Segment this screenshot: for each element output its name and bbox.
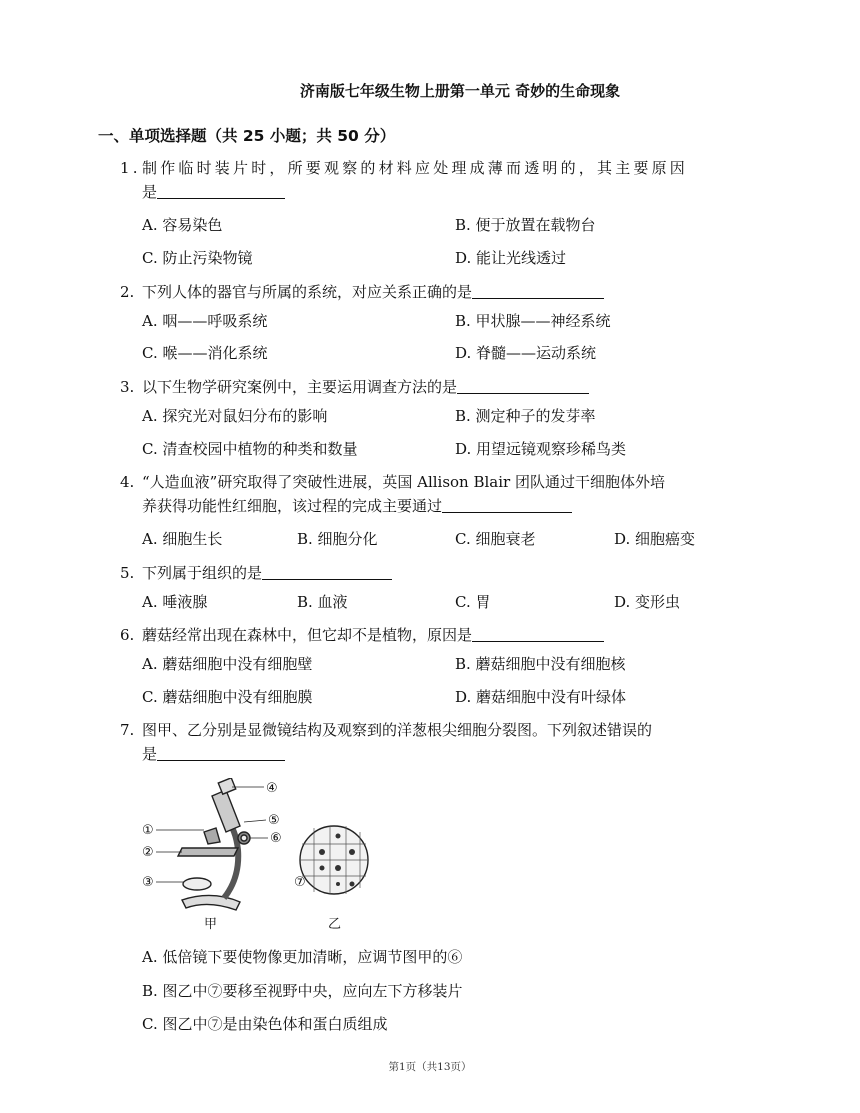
- question-1: [120, 156, 760, 204]
- question-text: 是: [142, 183, 158, 201]
- option-a[interactable]: A. 探究光对鼠妇分布的影响: [142, 407, 328, 425]
- figure-caption-right: 乙: [328, 917, 342, 932]
- microscope-fine-knob: [241, 835, 247, 841]
- answer-blank[interactable]: [457, 377, 589, 394]
- microscope-base: [182, 895, 240, 910]
- microscope-mirror: [183, 878, 211, 890]
- option-b[interactable]: B. 细胞分化: [297, 530, 378, 548]
- microscope-tube: [212, 790, 240, 832]
- question-2: [120, 280, 604, 304]
- option-d[interactable]: D. 变形虫: [614, 593, 681, 611]
- page-title: 济南版七年级生物上册第一单元 奇妙的生命现象: [299, 82, 621, 100]
- option-a[interactable]: A. 容易染色: [142, 216, 223, 234]
- option-c[interactable]: C. 细胞衰老: [455, 530, 536, 548]
- question-7-line1: [120, 718, 760, 742]
- answer-blank[interactable]: [157, 182, 285, 199]
- microscope-stage: [178, 848, 238, 856]
- question-number: 2.: [120, 283, 135, 301]
- option-b[interactable]: B. 血液: [297, 593, 348, 611]
- question-number: 6.: [120, 626, 135, 644]
- option-c[interactable]: C. 防止污染物镜: [142, 249, 253, 267]
- option-a[interactable]: A. 蘑菇细胞中没有细胞壁: [142, 655, 313, 673]
- question-5: [120, 561, 392, 585]
- option-b[interactable]: B. 便于放置在载物台: [455, 216, 596, 234]
- question-text: 是: [142, 745, 158, 763]
- option-b[interactable]: B. 图乙中⑦要移至视野中央，应向左下方移装片: [142, 982, 463, 1000]
- question-text: 养获得功能性红细胞，该过程的完成主要通过: [142, 497, 443, 515]
- section-heading: 一、单项选择题（共 25 小题；共 50 分）: [98, 127, 396, 145]
- option-c[interactable]: C. 喉——消化系统: [142, 344, 268, 362]
- option-c[interactable]: C. 清查校园中植物的种类和数量: [142, 440, 358, 458]
- answer-blank[interactable]: [442, 496, 572, 513]
- question-1-line2: [120, 180, 760, 204]
- question-text: 以下生物学研究案例中，主要运用调查方法的是: [142, 378, 458, 396]
- question-7: [120, 718, 760, 766]
- option-d[interactable]: D. 用望远镜观察珍稀鸟类: [455, 440, 627, 458]
- figure-label-3: ③: [142, 875, 154, 890]
- option-c[interactable]: C. 蘑菇细胞中没有细胞膜: [142, 688, 313, 706]
- option-d[interactable]: D. 细胞癌变: [614, 530, 696, 548]
- question-text: 下列属于组织的是: [142, 564, 263, 582]
- microscope-objective: [204, 828, 220, 844]
- figure-label-6: ⑥: [270, 831, 282, 846]
- question-4: [120, 470, 760, 518]
- option-d[interactable]: D. 能让光线透过: [455, 249, 567, 267]
- answer-blank[interactable]: [262, 563, 392, 580]
- question-text: 蘑菇经常出现在森林中，但它却不是植物，原因是: [142, 626, 473, 644]
- option-a[interactable]: A. 咽——呼吸系统: [142, 312, 268, 330]
- question-number: 3.: [120, 378, 135, 396]
- question-text: 下列人体的器官与所属的系统，对应关系正确的是: [142, 283, 473, 301]
- question-number: 7.: [120, 721, 135, 739]
- question-7-line2: [120, 742, 760, 766]
- figure-label-2: ②: [142, 845, 154, 860]
- question-number: 1.: [120, 159, 141, 177]
- answer-blank[interactable]: [472, 282, 604, 299]
- question-3: [120, 375, 589, 399]
- question-text: 制作临时装片时，所要观察的材料应处理成薄而透明的，其主要原因: [142, 159, 689, 177]
- question-1-line1: [120, 156, 760, 180]
- figure-label-4: ④: [266, 781, 278, 796]
- answer-blank[interactable]: [157, 744, 285, 761]
- microscope-figure: [142, 778, 382, 938]
- option-c[interactable]: C. 胃: [455, 593, 491, 611]
- option-d[interactable]: D. 蘑菇细胞中没有叶绿体: [455, 688, 627, 706]
- question-text: “人造血液”研究取得了突破性进展，英国 Allison Blair 团队通过干细胞体外培: [142, 473, 665, 491]
- figure-label-7: ⑦: [294, 875, 306, 890]
- figure-caption-left: 甲: [204, 917, 218, 932]
- figure-label-1: ①: [142, 823, 154, 838]
- question-number: 4.: [120, 473, 135, 491]
- option-d[interactable]: D. 脊髓——运动系统: [455, 344, 597, 362]
- question-4-line2: [120, 494, 760, 518]
- question-4-line1: [120, 470, 760, 494]
- answer-blank[interactable]: [472, 625, 604, 642]
- option-c[interactable]: C. 图乙中⑦是由染色体和蛋白质组成: [142, 1015, 388, 1033]
- option-a[interactable]: A. 低倍镜下要使物像更加清晰，应调节图甲的⑥: [142, 948, 463, 966]
- option-b[interactable]: B. 蘑菇细胞中没有细胞核: [455, 655, 626, 673]
- page-footer: 第1页（共13页）: [388, 1061, 472, 1073]
- figure-label-5: ⑤: [268, 813, 280, 828]
- option-a[interactable]: A. 细胞生长: [142, 530, 223, 548]
- option-b[interactable]: B. 测定种子的发芽率: [455, 407, 596, 425]
- option-a[interactable]: A. 唾液腺: [142, 593, 208, 611]
- question-text: 图甲、乙分别是显微镜结构及观察到的洋葱根尖细胞分裂图。下列叙述错误的: [142, 721, 653, 739]
- option-b[interactable]: B. 甲状腺——神经系统: [455, 312, 611, 330]
- question-number: 5.: [120, 564, 135, 582]
- question-6: [120, 623, 604, 647]
